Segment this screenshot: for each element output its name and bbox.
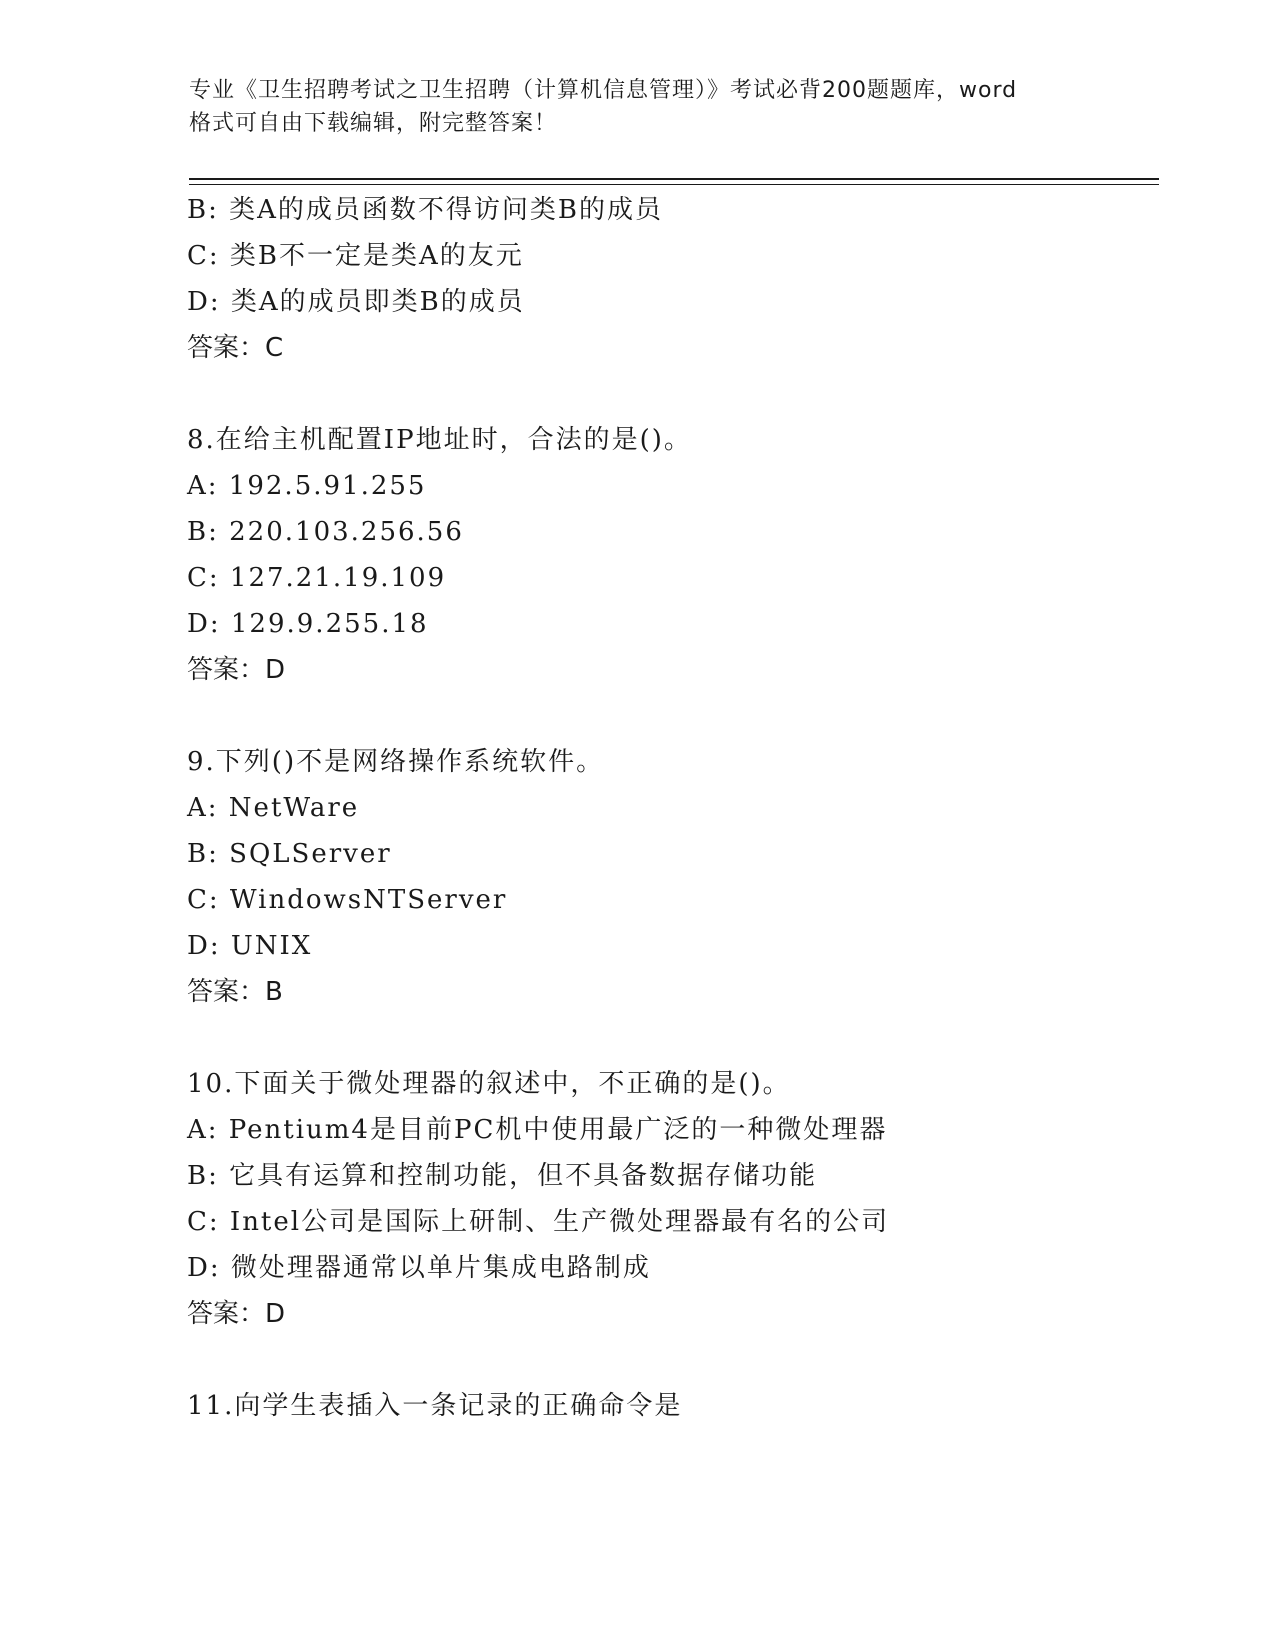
answer-line: 答案：D	[187, 655, 286, 685]
question-9-block	[187, 739, 1167, 1015]
question-10-block	[187, 1061, 1167, 1337]
option-a: A: Pentium4是目前PC机中使用最广泛的一种微处理器	[187, 1115, 888, 1145]
header-line-1: 专业《卫生招聘考试之卫生招聘（计算机信息管理）》考试必背200题题库，word	[189, 78, 1018, 103]
option-c: C: 类B不一定是类A的友元	[187, 241, 524, 271]
option-d: D: 类A的成员即类B的成员	[187, 287, 525, 317]
header-line-2: 格式可自由下载编辑，附完整答案！	[189, 111, 558, 136]
option-c: C: WindowsNTServer	[187, 885, 508, 915]
question-8-block	[187, 417, 1167, 693]
option-b: B: SQLServer	[187, 839, 392, 869]
option-b: B: 它具有运算和控制功能，但不具备数据存储功能	[187, 1161, 818, 1191]
question-11-block	[187, 1383, 1167, 1429]
option-a: A: 192.5.91.255	[187, 471, 427, 501]
option-b: B: 220.103.256.56	[187, 517, 464, 547]
option-c: C: 127.21.19.109	[187, 563, 447, 593]
option-a: A: NetWare	[187, 793, 360, 823]
answer-line: 答案：C	[187, 333, 284, 363]
spacer	[187, 693, 1167, 739]
option-c: C: Intel公司是国际上研制、生产微处理器最有名的公司	[187, 1207, 890, 1237]
option-b: B: 类A的成员函数不得访问类B的成员	[187, 195, 664, 225]
option-d: D: 微处理器通常以单片集成电路制成	[187, 1253, 651, 1283]
question-list	[187, 187, 1167, 1429]
spacer	[187, 371, 1167, 417]
spacer	[187, 1337, 1167, 1383]
question-text: 11.向学生表插入一条记录的正确命令是	[187, 1391, 683, 1421]
option-d: D: 129.9.255.18	[187, 609, 429, 639]
question-7-block	[187, 187, 1167, 371]
spacer	[187, 1015, 1167, 1061]
question-text: 8.在给主机配置IP地址时，合法的是()。	[187, 425, 692, 455]
answer-line: 答案：D	[187, 1299, 286, 1329]
header-divider-thin	[189, 184, 1159, 185]
question-text: 10.下面关于微处理器的叙述中，不正确的是()。	[187, 1069, 791, 1099]
answer-line: 答案：B	[187, 977, 283, 1007]
option-d: D: UNIX	[187, 931, 313, 961]
header-divider-thick	[189, 178, 1159, 180]
question-text: 9.下列()不是网络操作系统软件。	[187, 747, 605, 777]
document-header	[189, 74, 1089, 140]
